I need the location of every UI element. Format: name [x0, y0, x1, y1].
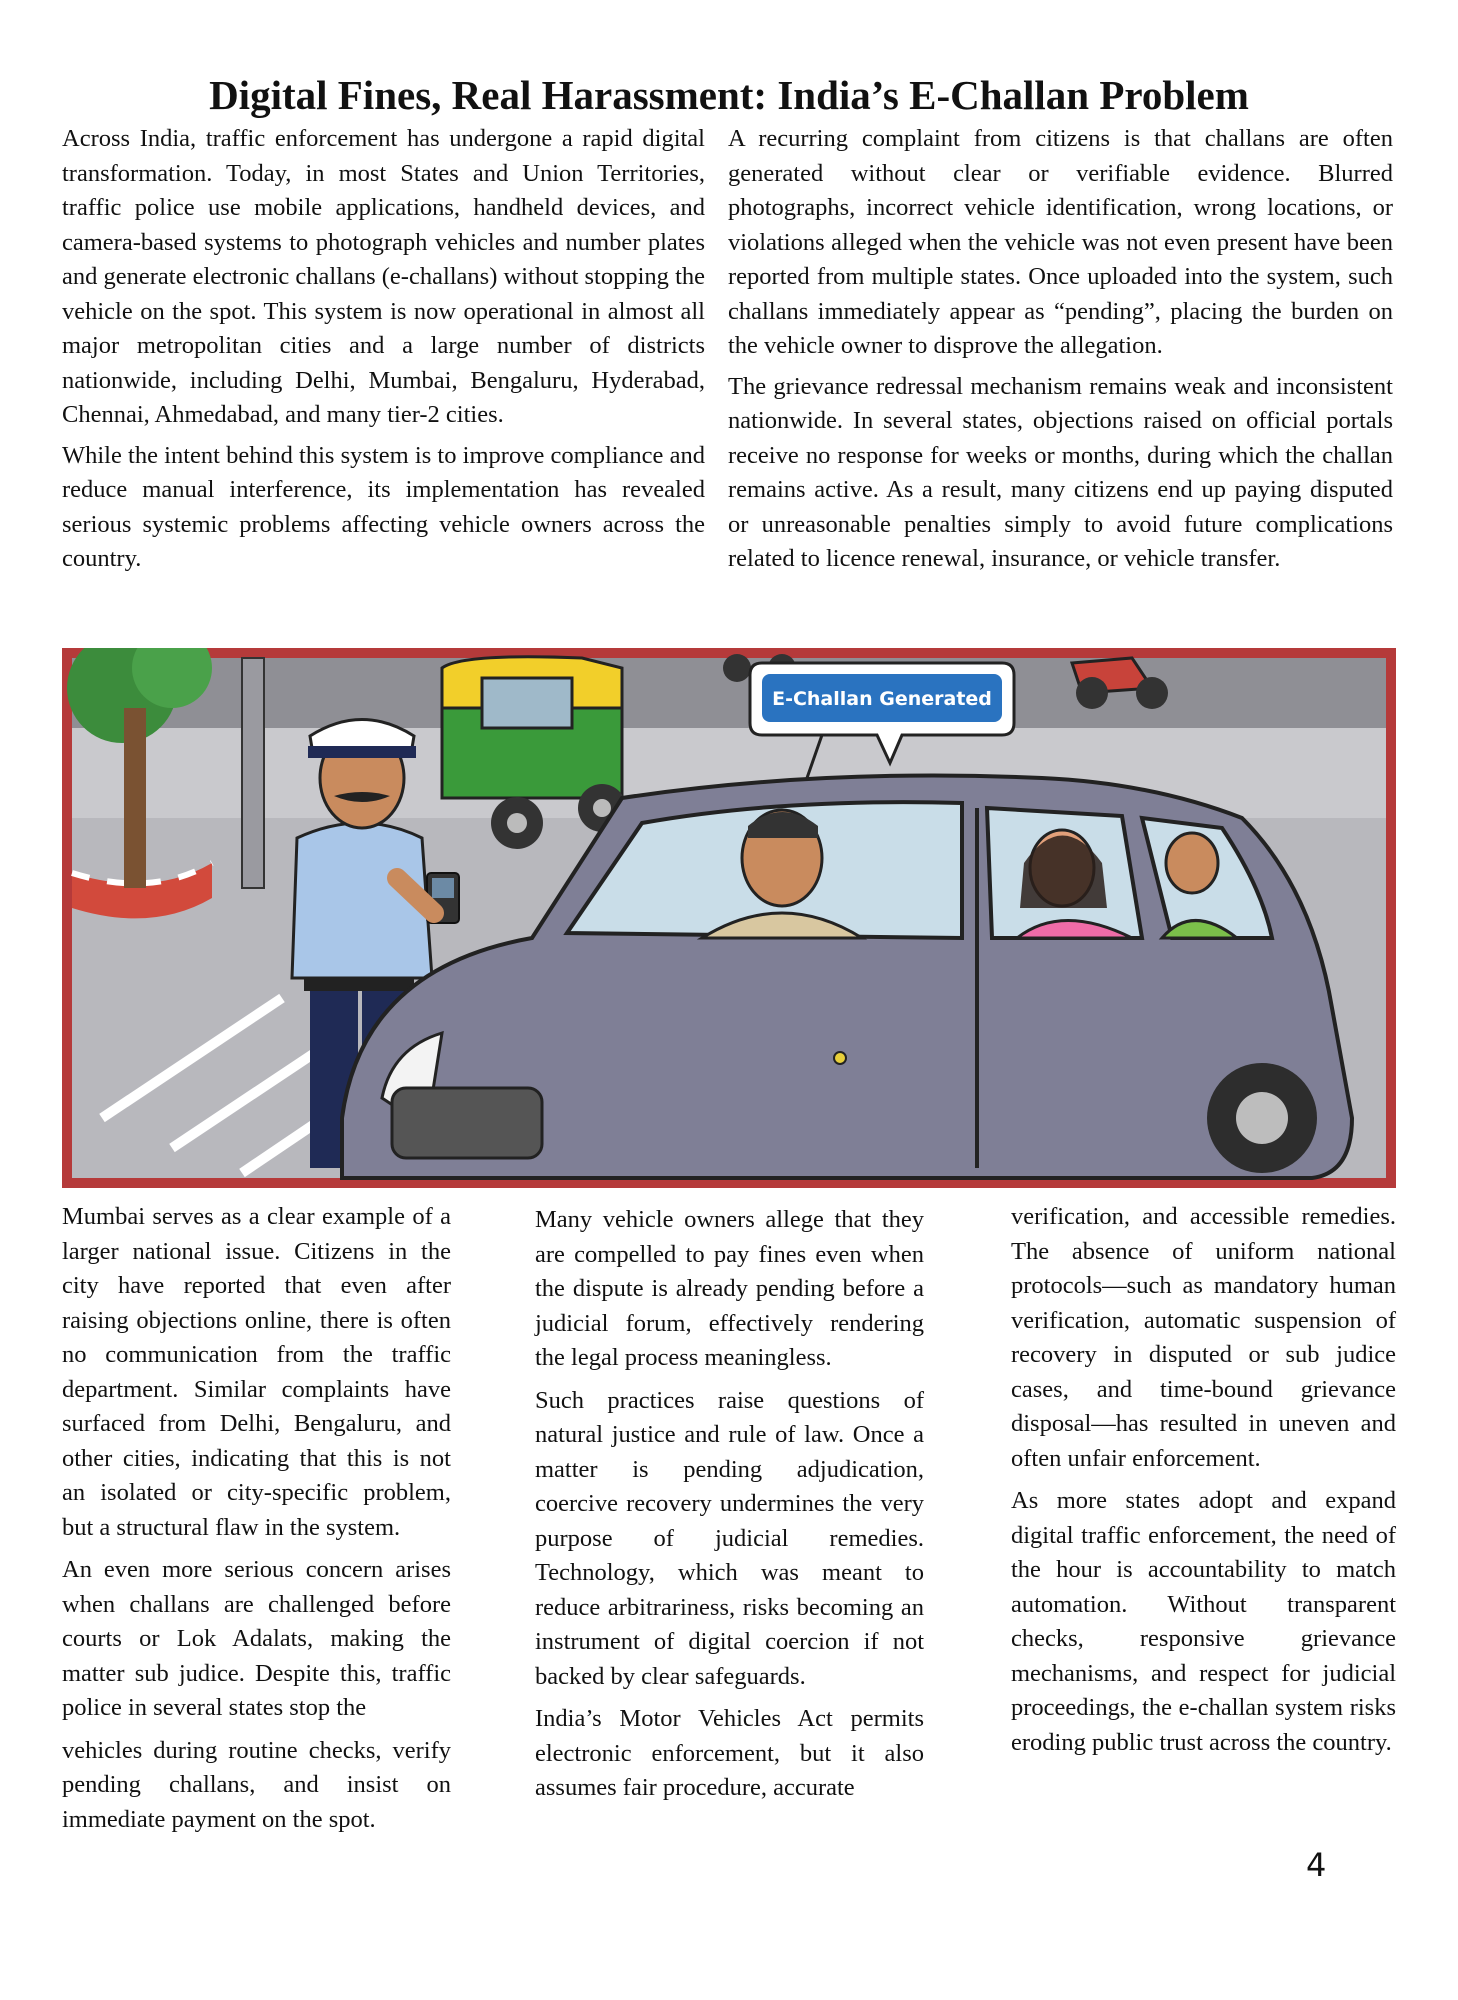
traffic-police-illustration	[62, 648, 1396, 1188]
paragraph: vehicles during routine checks, verify pending challans, and insist on immediate payment on the spot.	[62, 1736, 451, 1833]
article-title: Digital Fines, Real Harassment: India’s E-Challan Problem	[209, 72, 1249, 118]
paragraph: Mumbai serves as a clear example of a larger national issue. Citizens in the city have reported that even after raising objections online, there is often no communication from the traffic department. Similar complaints have surfaced from Delhi, Bengaluru, and other cities, indicating that this is not an isolated or city-specific problem, but a structural flaw in the system.	[62, 1203, 451, 1541]
paragraph: India’s Motor Vehicles Act permits electronic enforcement, but it also assumes fair procedure, accurate	[535, 1705, 924, 1801]
page-number: 4	[1306, 1846, 1327, 1884]
top-right-column	[728, 122, 1393, 583]
paragraph: As more states adopt and expand digital traffic enforcement, the need of the hour is accountability to match automation. Without transparent checks, responsive grievance mechanisms, and respect for judicial proceedings, the e-challan system risks eroding public trust across the country.	[1011, 1487, 1396, 1756]
bottom-column-2	[535, 1203, 924, 1814]
paragraph: Such practices raise questions of natural justice and rule of law. Once a matter is pending adjudication, coercive recovery undermines the very purpose of judicial remedies. Technology, which was meant to reduce arbitrariness, risks becoming an instrument of digital coercion if not backed by clear safeguards.	[535, 1386, 924, 1690]
top-left-column	[62, 122, 705, 583]
speech-bubble-text: E-Challan Generated	[772, 688, 992, 710]
paragraph: verification, and accessible remedies. The absence of uniform national protocols—such as mandatory human verification, automatic suspension of recovery in disputed or sub judice cases, and time-bound grievance disposal—has resulted in uneven and often unfair enforcement.	[1011, 1203, 1396, 1472]
paragraph: An even more serious concern arises when challans are challenged before courts or Lok Adalats, making the matter sub judice. Despite this, traffic police in several states stop the	[62, 1556, 451, 1721]
paragraph: Many vehicle owners allege that they are compelled to pay fines even when the dispute is already pending before a judicial forum, effectively rendering the legal process meaningless.	[535, 1206, 924, 1371]
paragraph: While the intent behind this system is to improve compliance and reduce manual interference, its implementation has revealed serious systemic problems affecting vehicle owners across the country.	[62, 441, 705, 572]
paragraph: The grievance redressal mechanism remains weak and inconsistent nationwide. In several states, objections raised on official portals receive no response for weeks or months, during which the challan remains active. As a result, many citizens end up paying disputed or unreasonable penalties simply to avoid future complications related to licence renewal, insurance, or vehicle transfer.	[728, 372, 1393, 572]
paragraph: A recurring complaint from citizens is that challans are often generated without clear or verifiable evidence. Blurred photographs, incorrect vehicle identification, wrong locations, or violations alleged when the vehicle was not even present have been reported from multiple states. Once uploaded into the system, such challans immediately appear as “pending”, placing the burden on the vehicle owner to disprove the allegation.	[728, 125, 1393, 359]
paragraph: Across India, traffic enforcement has undergone a rapid digital transformation. Today, in most States and Union Territories, traffic police use mobile applications, handheld devices, and camera-based systems to photograph vehicles and number plates and generate electronic challans (e-challans) without stopping the vehicle on the spot. This system is now operational in almost all major metropolitan cities and a large number of districts nationwide, including Delhi, Mumbai, Bengaluru, Hyderabad, Chennai, Ahmedabad, and many tier-2 cities.	[62, 125, 705, 428]
bottom-column-3	[1011, 1200, 1396, 1768]
bottom-column-1	[62, 1200, 451, 1845]
